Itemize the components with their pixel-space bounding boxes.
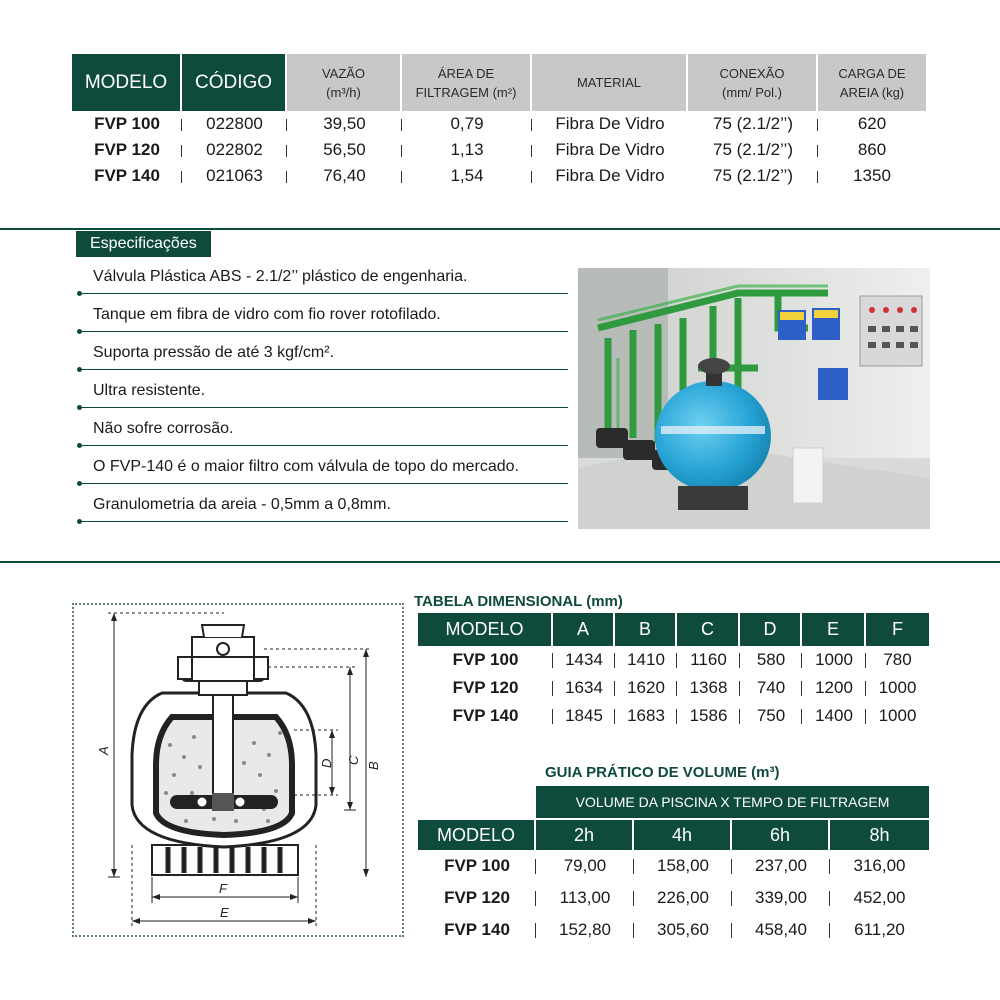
cell-model: FVP 140 <box>72 163 182 189</box>
cell-code: 022802 <box>182 137 287 163</box>
list-item: Válvula Plástica ABS - 2.1/2’’ plástico de engenharia. <box>76 262 568 300</box>
table-row <box>72 111 926 137</box>
cell-model: FVP 100 <box>418 646 553 674</box>
cell-sand-load: 620 <box>857 114 887 133</box>
cell-d: 740 <box>740 674 802 702</box>
cell-e: 1400 <box>802 702 866 730</box>
cell-sand-load: 1350 <box>853 166 891 185</box>
volume-guide-table <box>418 786 929 946</box>
cell-6h: 237,00 <box>732 850 830 882</box>
spec-header-carga: CARGA DE AREIA (kg) <box>818 54 926 111</box>
dimensional-table <box>418 613 929 730</box>
volume-span-header: VOLUME DA PISCINA X TEMPO DE FILTRAGEM <box>536 786 929 818</box>
cell-connection: 75 (2.1/2’’) <box>688 137 818 163</box>
vol-header-4h: 4h <box>634 818 732 850</box>
dim-header-d: D <box>740 613 802 646</box>
cell-8h: 452,00 <box>853 888 906 907</box>
spec-header-material: MATERIAL <box>532 54 688 111</box>
dim-header-modelo: MODELO <box>418 613 553 646</box>
spec-table-header-row <box>72 54 926 111</box>
filter-dimension-diagram <box>74 605 402 935</box>
cell-model: FVP 120 <box>418 674 553 702</box>
vol-header-8h: 8h <box>830 818 929 850</box>
dimension-label-c: C <box>346 755 361 765</box>
specifications-title: Especificações <box>76 231 211 257</box>
cell-model: FVP 140 <box>418 914 536 946</box>
dim-header-a: A <box>553 613 615 646</box>
table-row <box>418 850 929 882</box>
cell-a: 1434 <box>553 646 615 674</box>
table-row <box>72 137 926 163</box>
cell-e: 1200 <box>802 674 866 702</box>
cell-c: 1160 <box>677 646 740 674</box>
dimension-label-e: E <box>220 905 229 920</box>
filter-base <box>152 845 298 875</box>
cell-b: 1620 <box>615 674 677 702</box>
cell-area: 1,54 <box>402 163 532 189</box>
section-divider-middle <box>0 561 1000 563</box>
pump-room-illustration <box>578 268 930 529</box>
vol-header-2h: 2h <box>536 818 634 850</box>
section-divider-top <box>0 228 1000 230</box>
specifications-list <box>76 262 568 528</box>
dimensional-table-title: TABELA DIMENSIONAL (mm) <box>414 593 623 610</box>
cell-code: 021063 <box>182 163 287 189</box>
list-item: Não sofre corrosão. <box>76 414 568 452</box>
cell-d: 580 <box>740 646 802 674</box>
cell-8h: 316,00 <box>853 856 906 875</box>
dimension-label-f: F <box>219 881 227 896</box>
cell-a: 1845 <box>553 702 615 730</box>
central-pipe <box>213 695 233 800</box>
spec-header-vazao: VAZÃO (m³/h) <box>287 54 402 111</box>
cell-flow: 76,40 <box>287 163 402 189</box>
cell-e: 1000 <box>802 646 866 674</box>
cell-flow: 39,50 <box>287 111 402 137</box>
cell-connection: 75 (2.1/2’’) <box>688 111 818 137</box>
cell-material: Fibra De Vidro <box>555 114 665 133</box>
cell-code: 022800 <box>182 111 287 137</box>
list-item: Granulometria da areia - 0,5mm a 0,8mm. <box>76 490 568 528</box>
cell-model: FVP 120 <box>418 882 536 914</box>
cell-2h: 79,00 <box>536 850 634 882</box>
cell-8h: 611,20 <box>854 920 905 939</box>
pump-room-photo <box>578 268 930 529</box>
cell-area: 0,79 <box>402 111 532 137</box>
dimensional-header-row <box>418 613 929 646</box>
spec-header-area: ÁREA DE FILTRAGEM (m²) <box>402 54 532 111</box>
cell-f: 1000 <box>878 678 917 697</box>
cell-2h: 113,00 <box>536 882 634 914</box>
cell-d: 750 <box>740 702 802 730</box>
cell-2h: 152,80 <box>536 914 634 946</box>
dim-header-b: B <box>615 613 677 646</box>
cell-sand-load: 860 <box>857 140 887 159</box>
cell-b: 1410 <box>615 646 677 674</box>
multiport-valve <box>178 625 268 695</box>
cell-model: FVP 140 <box>418 702 553 730</box>
volume-header-row <box>418 818 929 850</box>
table-row <box>418 882 929 914</box>
cell-4h: 226,00 <box>634 882 732 914</box>
table-row <box>72 163 926 189</box>
dimension-label-b: B <box>366 761 381 770</box>
cell-connection: 75 (2.1/2’’) <box>688 163 818 189</box>
dim-header-c: C <box>677 613 740 646</box>
list-item: Ultra resistente. <box>76 376 568 414</box>
cell-6h: 458,40 <box>732 914 830 946</box>
spec-table <box>72 54 926 189</box>
cell-model: FVP 100 <box>72 111 182 137</box>
table-row <box>418 674 929 702</box>
cell-f: 1000 <box>878 706 917 725</box>
spec-header-codigo: CÓDIGO <box>182 54 287 111</box>
spec-header-conexao: CONEXÃO (mm/ Pol.) <box>688 54 818 111</box>
cell-area: 1,13 <box>402 137 532 163</box>
table-row <box>418 914 929 946</box>
list-item: Tanque em fibra de vidro com fio rover rotofilado. <box>76 300 568 338</box>
vol-header-modelo: MODELO <box>418 818 536 850</box>
cell-c: 1368 <box>677 674 740 702</box>
cell-f: 780 <box>883 650 912 669</box>
dim-header-f: F <box>866 613 929 646</box>
cell-a: 1634 <box>553 674 615 702</box>
cell-4h: 305,60 <box>634 914 732 946</box>
volume-span-header-row <box>418 786 929 818</box>
table-row <box>418 702 929 730</box>
dim-header-e: E <box>802 613 866 646</box>
list-item: O FVP-140 é o maior filtro com válvula de topo do mercado. <box>76 452 568 490</box>
cell-model: FVP 100 <box>418 850 536 882</box>
cell-6h: 339,00 <box>732 882 830 914</box>
list-item: Suporta pressão de até 3 kgf/cm². <box>76 338 568 376</box>
volume-guide-title: GUIA PRÁTICO DE VOLUME (m³) <box>545 764 780 781</box>
cell-material: Fibra De Vidro <box>555 166 665 185</box>
cell-flow: 56,50 <box>287 137 402 163</box>
cell-model: FVP 120 <box>72 137 182 163</box>
dimension-label-d: D <box>319 758 334 768</box>
cell-c: 1586 <box>677 702 740 730</box>
dimension-label-a: A <box>96 746 111 755</box>
volume-span-blank <box>418 786 536 818</box>
spec-header-modelo: MODELO <box>72 54 182 111</box>
cell-material: Fibra De Vidro <box>555 140 665 159</box>
vol-header-6h: 6h <box>732 818 830 850</box>
table-row <box>418 646 929 674</box>
cell-4h: 158,00 <box>634 850 732 882</box>
cell-b: 1683 <box>615 702 677 730</box>
